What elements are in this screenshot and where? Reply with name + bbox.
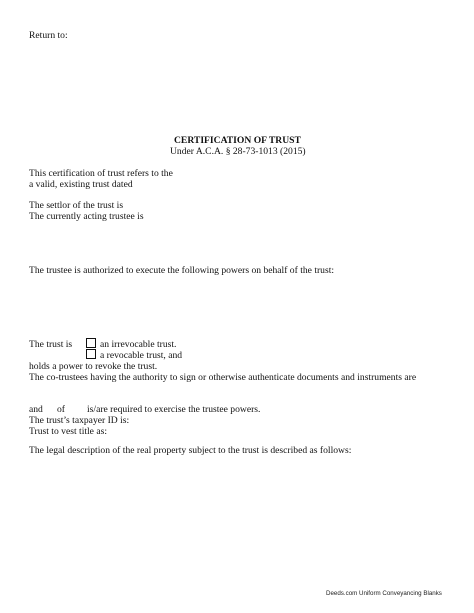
vest-title-label: Trust to vest title as: [29, 426, 108, 437]
trustee-label: The currently acting trustee is [29, 211, 144, 222]
document-title: CERTIFICATION OF TRUST [174, 135, 301, 146]
footer-text: Deeds.com Uniform Conveyancing Blanks [326, 590, 442, 597]
taxpayer-id-label: The trust’s taxpayer ID is: [29, 415, 130, 426]
intro-line-1: This certification of trust refers to the [29, 168, 173, 179]
revocable-checkbox[interactable] [86, 349, 96, 359]
revocable-option-label: a revocable trust, and [100, 350, 183, 361]
holds-power-label: holds a power to revoke the trust. [29, 361, 158, 372]
of-label: of [57, 404, 65, 415]
irrevocable-checkbox[interactable] [86, 338, 96, 348]
required-label: is/are required to exercise the trustee powers. [87, 404, 261, 415]
and-label: and [29, 404, 43, 415]
powers-label: The trustee is authorized to execute the following powers on behalf of the trust: [29, 265, 335, 276]
trust-is-label: The trust is [29, 339, 73, 350]
return-to-label: Return to: [29, 30, 68, 41]
intro-line-2: a valid, existing trust dated [29, 179, 133, 190]
legal-description-label: The legal description of the real property subject to the trust is described as follows: [29, 445, 352, 456]
document-subtitle: Under A.C.A. § 28-73-1013 (2015) [170, 146, 306, 157]
irrevocable-option-label: an irrevocable trust. [100, 339, 177, 350]
settlor-label: The settlor of the trust is [29, 200, 124, 211]
cotrustees-label: The co-trustees having the authority to sign or otherwise authenticate documents and instruments are [29, 372, 417, 383]
